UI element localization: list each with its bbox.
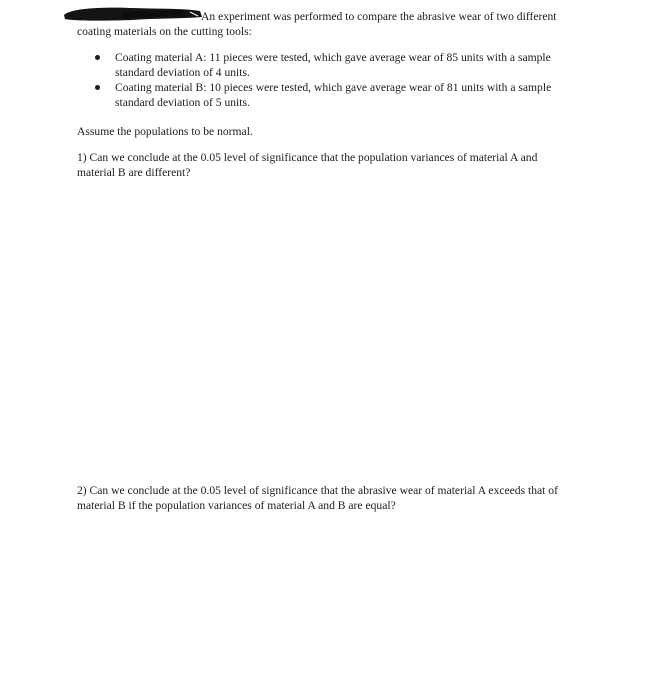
assumption-text: Assume the populations to be normal. [77,125,253,138]
question-1: 1) Can we conclude at the 0.05 level of significance that the population variances of material A and material B are different? [77,151,538,179]
bullet-icon [95,85,100,90]
material-a-text: Coating material A: 11 pieces were tested, which gave average wear of 85 units with a sample standard deviation of 4 units. [115,51,551,79]
list-item-material-b [93,80,573,110]
list-item-material-a [93,50,573,80]
bullet-icon [95,55,100,60]
question-2: 2) Can we conclude at the 0.05 level of significance that the abrasive wear of material A exceeds that of material B if the population variances of material A and B are equal? [77,484,558,512]
intro-paragraph: An experiment was performed to compare the abrasive wear of two different coating materials on the cutting tools: [77,10,557,38]
coating-material-list [93,50,573,110]
material-b-text: Coating material B: 10 pieces were tested, which gave average wear of 81 units with a sample standard deviation of 5 units. [115,81,552,109]
